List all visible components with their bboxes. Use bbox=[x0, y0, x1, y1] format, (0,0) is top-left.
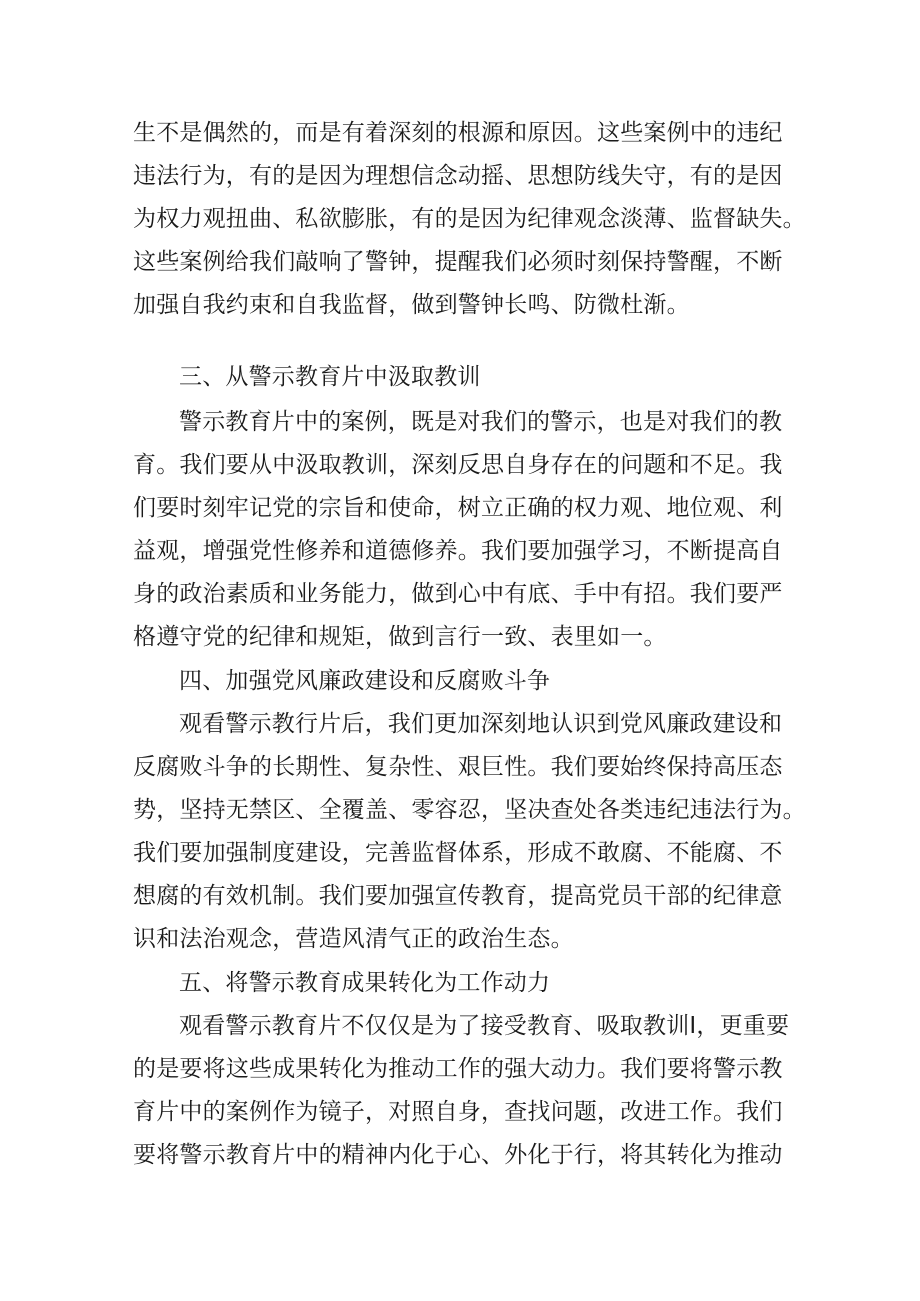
line-4 bbox=[133, 241, 793, 284]
line-10 bbox=[133, 530, 793, 573]
section-heading: 四、加强党风廉政建设和反腐败斗争 bbox=[179, 668, 551, 694]
body-text: 违法行为，有的是因为理想信念动摇、思想防线失守，有的是因 bbox=[133, 163, 783, 189]
body-text: 为权力观扭曲、私欲膨胀，有的是因为纪律观念淡薄、监督缺失。 bbox=[133, 206, 806, 232]
body-text: 育片中的案例作为镜子，对照自身，查找问题，改进工作。我们 bbox=[133, 1099, 783, 1125]
body-text: 们要时刻牢记党的宗旨和使命，树立正确的权力观、地位观、利 bbox=[133, 495, 783, 521]
line-1 bbox=[133, 112, 793, 155]
line-23 bbox=[133, 1091, 793, 1134]
body-text: 益观，增强党性修养和道德修养。我们要加强学习，不断提高自 bbox=[133, 538, 783, 564]
line-8 bbox=[133, 444, 793, 487]
section-heading: 五、将警示教育成果转化为工作动力 bbox=[179, 970, 551, 996]
body-text: 的是要将这些成果转化为推动工作的强大动力。我们要将警示教 bbox=[133, 1056, 783, 1082]
body-text: 识和法治观念，营造风清气正的政治生态。 bbox=[133, 926, 574, 952]
body-text: 育。我们要从中汲取教训，深刻反思自身存在的问题和不足。我 bbox=[133, 452, 783, 478]
line-18 bbox=[133, 875, 793, 918]
line-24 bbox=[133, 1134, 793, 1177]
line-19 bbox=[133, 918, 793, 961]
body-text: 要将警示教育片中的精神内化于心、外化于行，将其转化为推动 bbox=[133, 1142, 783, 1168]
body-text: 身的政治素质和业务能力，做到心中有底、手中有招。我们要严 bbox=[133, 581, 783, 607]
body-text: 生不是偶然的，而是有着深刻的根源和原因。这些案例中的违纪 bbox=[133, 120, 783, 146]
section-heading: 三、从警示教育片中汲取教训 bbox=[179, 364, 481, 390]
body-text: 势，坚持无禁区、全覆盖、零容忍，坚决查处各类违纪违法行为。 bbox=[133, 797, 806, 823]
line-2 bbox=[133, 155, 793, 198]
line-15 bbox=[133, 746, 793, 789]
line-5 bbox=[133, 284, 793, 327]
body-text: 这些案例给我们敲响了警钟，提醒我们必须时刻保持警醒，不断 bbox=[133, 249, 783, 275]
body-text: 警示教育片中的案例，既是对我们的警示，也是对我们的教 bbox=[179, 409, 783, 435]
line-3 bbox=[133, 198, 806, 241]
line-14 bbox=[133, 703, 793, 746]
section-heading-3 bbox=[133, 356, 793, 399]
line-16 bbox=[133, 789, 806, 832]
line-9 bbox=[133, 487, 793, 530]
body-text: 我们要加强制度建设，完善监督体系，形成不敢腐、不能腐、不 bbox=[133, 840, 783, 866]
section-heading-4 bbox=[133, 660, 793, 703]
body-text: 格遵守党的纪律和规矩，做到言行一致、表里如一。 bbox=[133, 624, 667, 650]
section-heading-5 bbox=[133, 962, 793, 1005]
body-text: 观看警示教育片不仅仅是为了接受教育、吸取教训I，更重要 bbox=[179, 1013, 790, 1039]
body-text: 观看警示教行片后，我们更加深刻地认识到党风廉政建设和 bbox=[179, 711, 783, 737]
line-12 bbox=[133, 616, 793, 659]
line-7 bbox=[133, 401, 793, 444]
line-17 bbox=[133, 832, 793, 875]
line-22 bbox=[133, 1048, 793, 1091]
body-text: 反腐败斗争的长期性、复杂性、艰巨性。我们要始终保持高压态 bbox=[133, 754, 783, 780]
body-text: 想腐的有效机制。我们要加强宣传教育，提高党员干部的纪律意 bbox=[133, 883, 783, 909]
body-text: 加强自我约束和自我监督，做到警钟长鸣、防微杜渐。 bbox=[133, 292, 690, 318]
line-21 bbox=[133, 1005, 793, 1048]
line-11 bbox=[133, 573, 793, 616]
